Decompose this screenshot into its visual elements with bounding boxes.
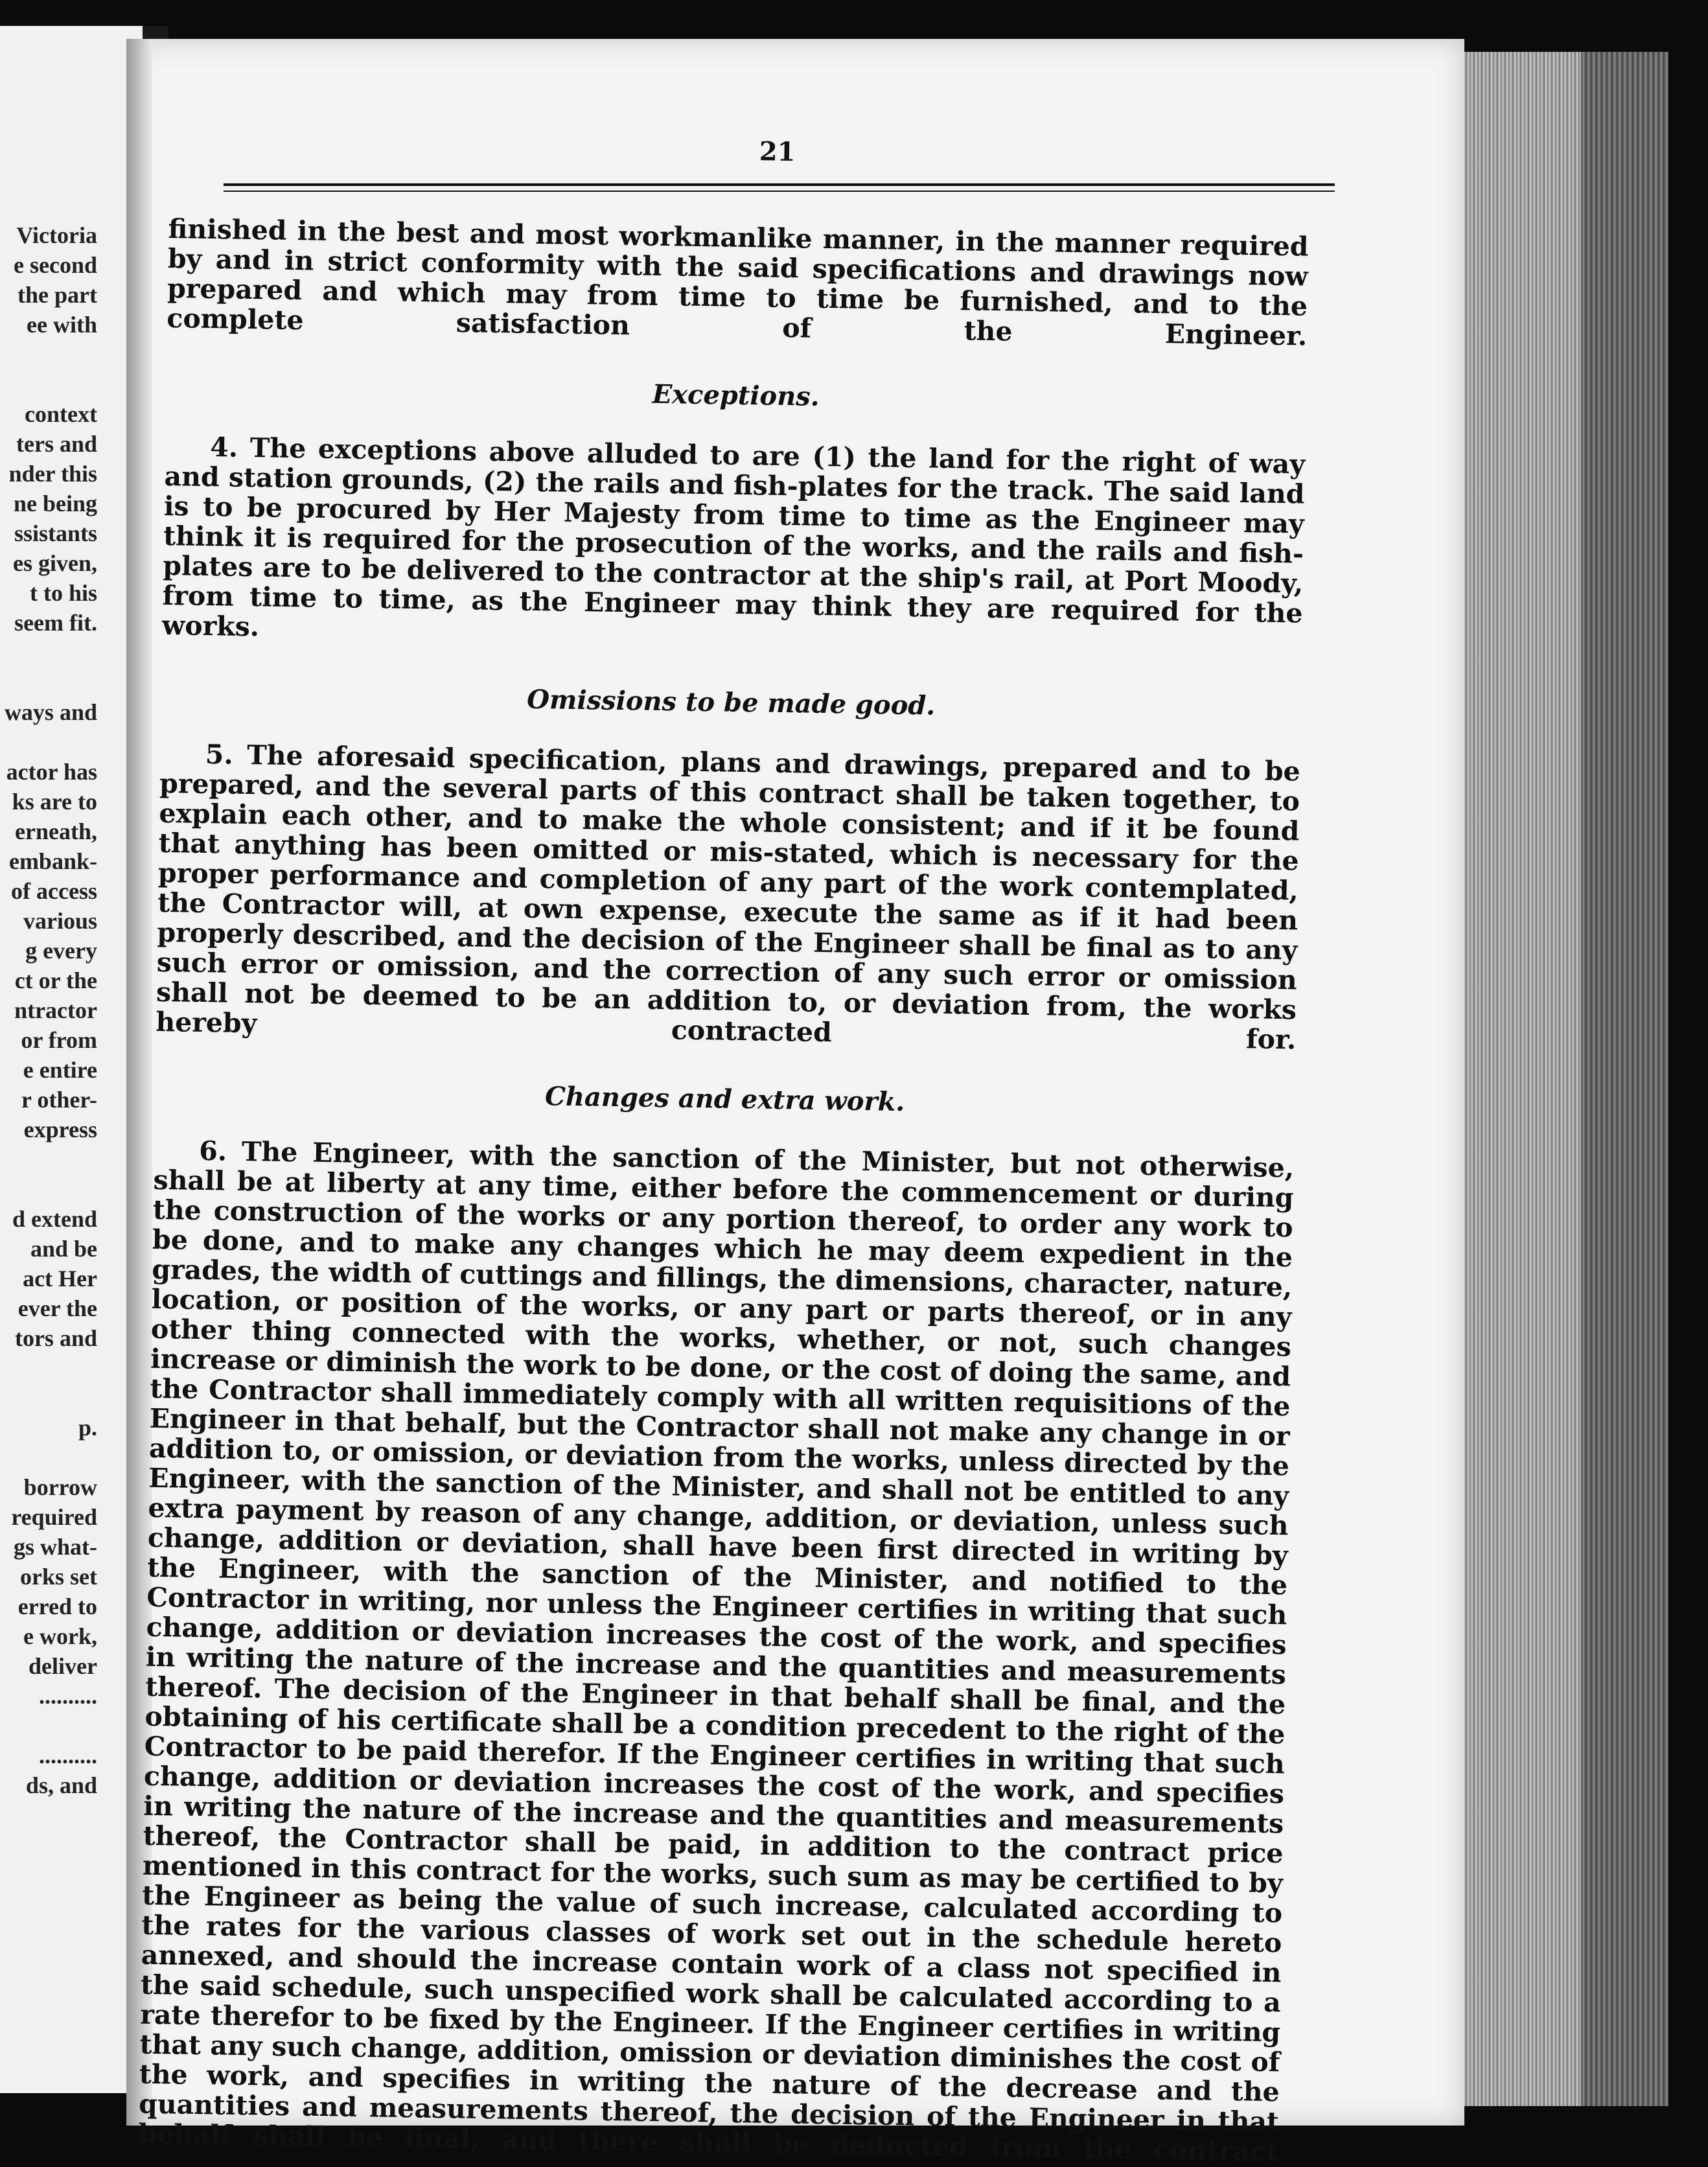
section-heading-omissions: Omissions to be made good.	[526, 684, 936, 721]
page-number: 21	[759, 136, 796, 168]
left-page-line: actor has	[6, 759, 97, 785]
left-page-line: es given,	[13, 550, 97, 576]
left-page-line: orks set	[20, 1564, 97, 1590]
left-page-line: ct or the	[14, 968, 97, 993]
left-page-line: tors and	[14, 1325, 97, 1351]
section-heading-exceptions: Exceptions.	[652, 378, 820, 412]
left-page-line: p.	[78, 1415, 97, 1441]
left-page-line: gs what-	[13, 1534, 97, 1560]
left-page-line: seem fit.	[14, 610, 97, 636]
left-page-line: ntractor	[14, 997, 97, 1023]
section-text-changes: 6. The Engineer, with the sanction of the Minister, but not otherwise, shall be at liberty at any time, either before the commencement or during the construction of the works or any portion thereof, to order any work to be done, and to make any changes which he may deem expedient in the grades, the width of cuttings and fillings, the dimensions, character, nature, location, or position of the works, or any part or parts thereof, or in any other thing connected with the works, whether, or not, such changes increase or diminish the work to be done, or the cost of doing the same, and the Contractor shall immediately comply with all written requisitions of the Engineer in that behalf, but the Contractor shall not make any change in or addition to, or omission, or deviation from the works, unless directed by the Engineer, with the sanction of the Minister, and shall not be entitled to any extra payment by reason of any change, addition, or deviation, unless such change, addition or deviation, shall have been first directed in writing by the Engineer, with the sanction of the Minister, and notified to the Contractor in writing, nor unless the Engineer certifies in writing that such change, addition or deviation increases the cost of the work, and specifies in writing the nature of the increase and the quantities and measurements thereof. The decision of the Engineer in that behalf shall be final, and the obtaining of his certificate shall be a condition precedent to the right of the Contractor to be paid therefor. If the Engineer certifies in writing that such change, addition or deviation increases the cost of the work, and specifies in writing the nature of the increase and the quantities and measurements thereof, the Contractor shall be paid, in addition to the contract price mentioned in this contract for the works, such sum as may be certified to by the Engineer as being the value of such increase, calculated according to the rates for the various classes of work set out in the schedule hereto annexed, and should the increase contain work of a class not specified in the said schedule, such unspecified work shall be calculated according to a rate therefor to be fixed by the Engineer. If the Engineer certifies in writing that any such change, addition, omission or deviation diminishes the cost of the work, and specifies in writing the nature of the decrease and the quantities and measurements thereof, the decision of the Engineer in that behalf shall be final, and there shall be deducted from the contract	[138, 1135, 1295, 2167]
left-page-line: borrow	[23, 1474, 97, 1500]
left-page-line: express	[23, 1117, 97, 1142]
left-facing-page	[0, 26, 143, 2093]
left-page-line: nder this	[8, 461, 97, 487]
section-changes	[138, 1135, 1294, 2166]
left-page-line: erneath,	[15, 818, 97, 844]
left-page-line: context	[25, 401, 97, 427]
left-page-line: Victoria	[16, 222, 97, 248]
left-page-line: e second	[14, 252, 97, 278]
left-page-line: ever the	[17, 1295, 97, 1321]
left-page-line: ways and	[4, 699, 97, 725]
left-page-line: deliver	[29, 1653, 97, 1679]
intro-paragraph	[167, 214, 1309, 351]
left-page-line: ssistants	[14, 520, 97, 546]
left-page-line: ne being	[13, 491, 97, 516]
section-text-omissions: 5. The aforesaid specification, plans and drawings, prepared and to be prepared, and the several parts of this contract shall be taken together, to explain each other, and to make the whole consistent; and if it be found that anything has been omitted or mis-stated, which is necessary for the proper performance and completion of any part of the work contemplated, the Contractor will, at own expense, execute the same as if it had been properly described, and the decision of the Engineer shall be final as to any such error or omission, and the correction of any such error or omission shall not be deemed to be an addition to, or deviation from, the works hereby contracted for.	[156, 738, 1301, 1056]
left-page-line: r other-	[21, 1087, 97, 1113]
left-page-line: t to his	[29, 580, 97, 606]
header-rule-thick	[224, 183, 1335, 186]
left-page-line: erred to	[17, 1593, 97, 1619]
intro-text: finished in the best and most workmanlike manner, in the manner required by and in strict conformity with the said specifications and drawings now prepared and which may from time to time be furnished, and to the complete satisfaction of the Engineer.	[167, 213, 1309, 352]
left-page-line: and be	[30, 1236, 97, 1262]
left-page-line: various	[23, 908, 97, 934]
left-page-line: the part	[17, 282, 97, 308]
left-page-line: ..........	[39, 1743, 97, 1768]
page-stack-shadow	[1581, 52, 1668, 2106]
left-page-line: e work,	[23, 1623, 97, 1649]
left-page-line: ee with	[27, 312, 97, 338]
left-page-line: g every	[25, 938, 97, 964]
left-page-line: of access	[11, 878, 97, 904]
left-page-line: d extend	[12, 1206, 97, 1232]
left-page-line: embank-	[8, 848, 97, 874]
left-page-line: required	[11, 1504, 97, 1530]
section-text-exceptions: 4. The exceptions above alluded to are (1) the land for the right of way and station grounds, (2) the rails and fish-plates for the track. The said land is to be procured by Her Majesty from time to time as the Engineer may think it is required for the prosecution of the works, and the rails and fish-plates are to be delivered to the contractor at the ship's rail, at Port Moody, from time to time, as the Engineer may think they are required for the works.	[161, 432, 1306, 643]
header-rule-thin	[224, 191, 1335, 192]
left-page-line: act Her	[23, 1266, 97, 1292]
section-omissions	[156, 739, 1300, 1055]
section-exceptions	[162, 432, 1306, 658]
page-body	[138, 214, 1309, 2166]
left-page-line: or from	[21, 1027, 97, 1053]
left-page-line: ks are to	[12, 789, 97, 815]
left-page-line: ters and	[16, 431, 97, 457]
left-page-line: e entire	[23, 1057, 97, 1083]
section-heading-changes: Changes and extra work.	[544, 1081, 905, 1118]
left-page-line: ds, and	[25, 1772, 97, 1798]
left-page-line: ..........	[39, 1683, 97, 1709]
